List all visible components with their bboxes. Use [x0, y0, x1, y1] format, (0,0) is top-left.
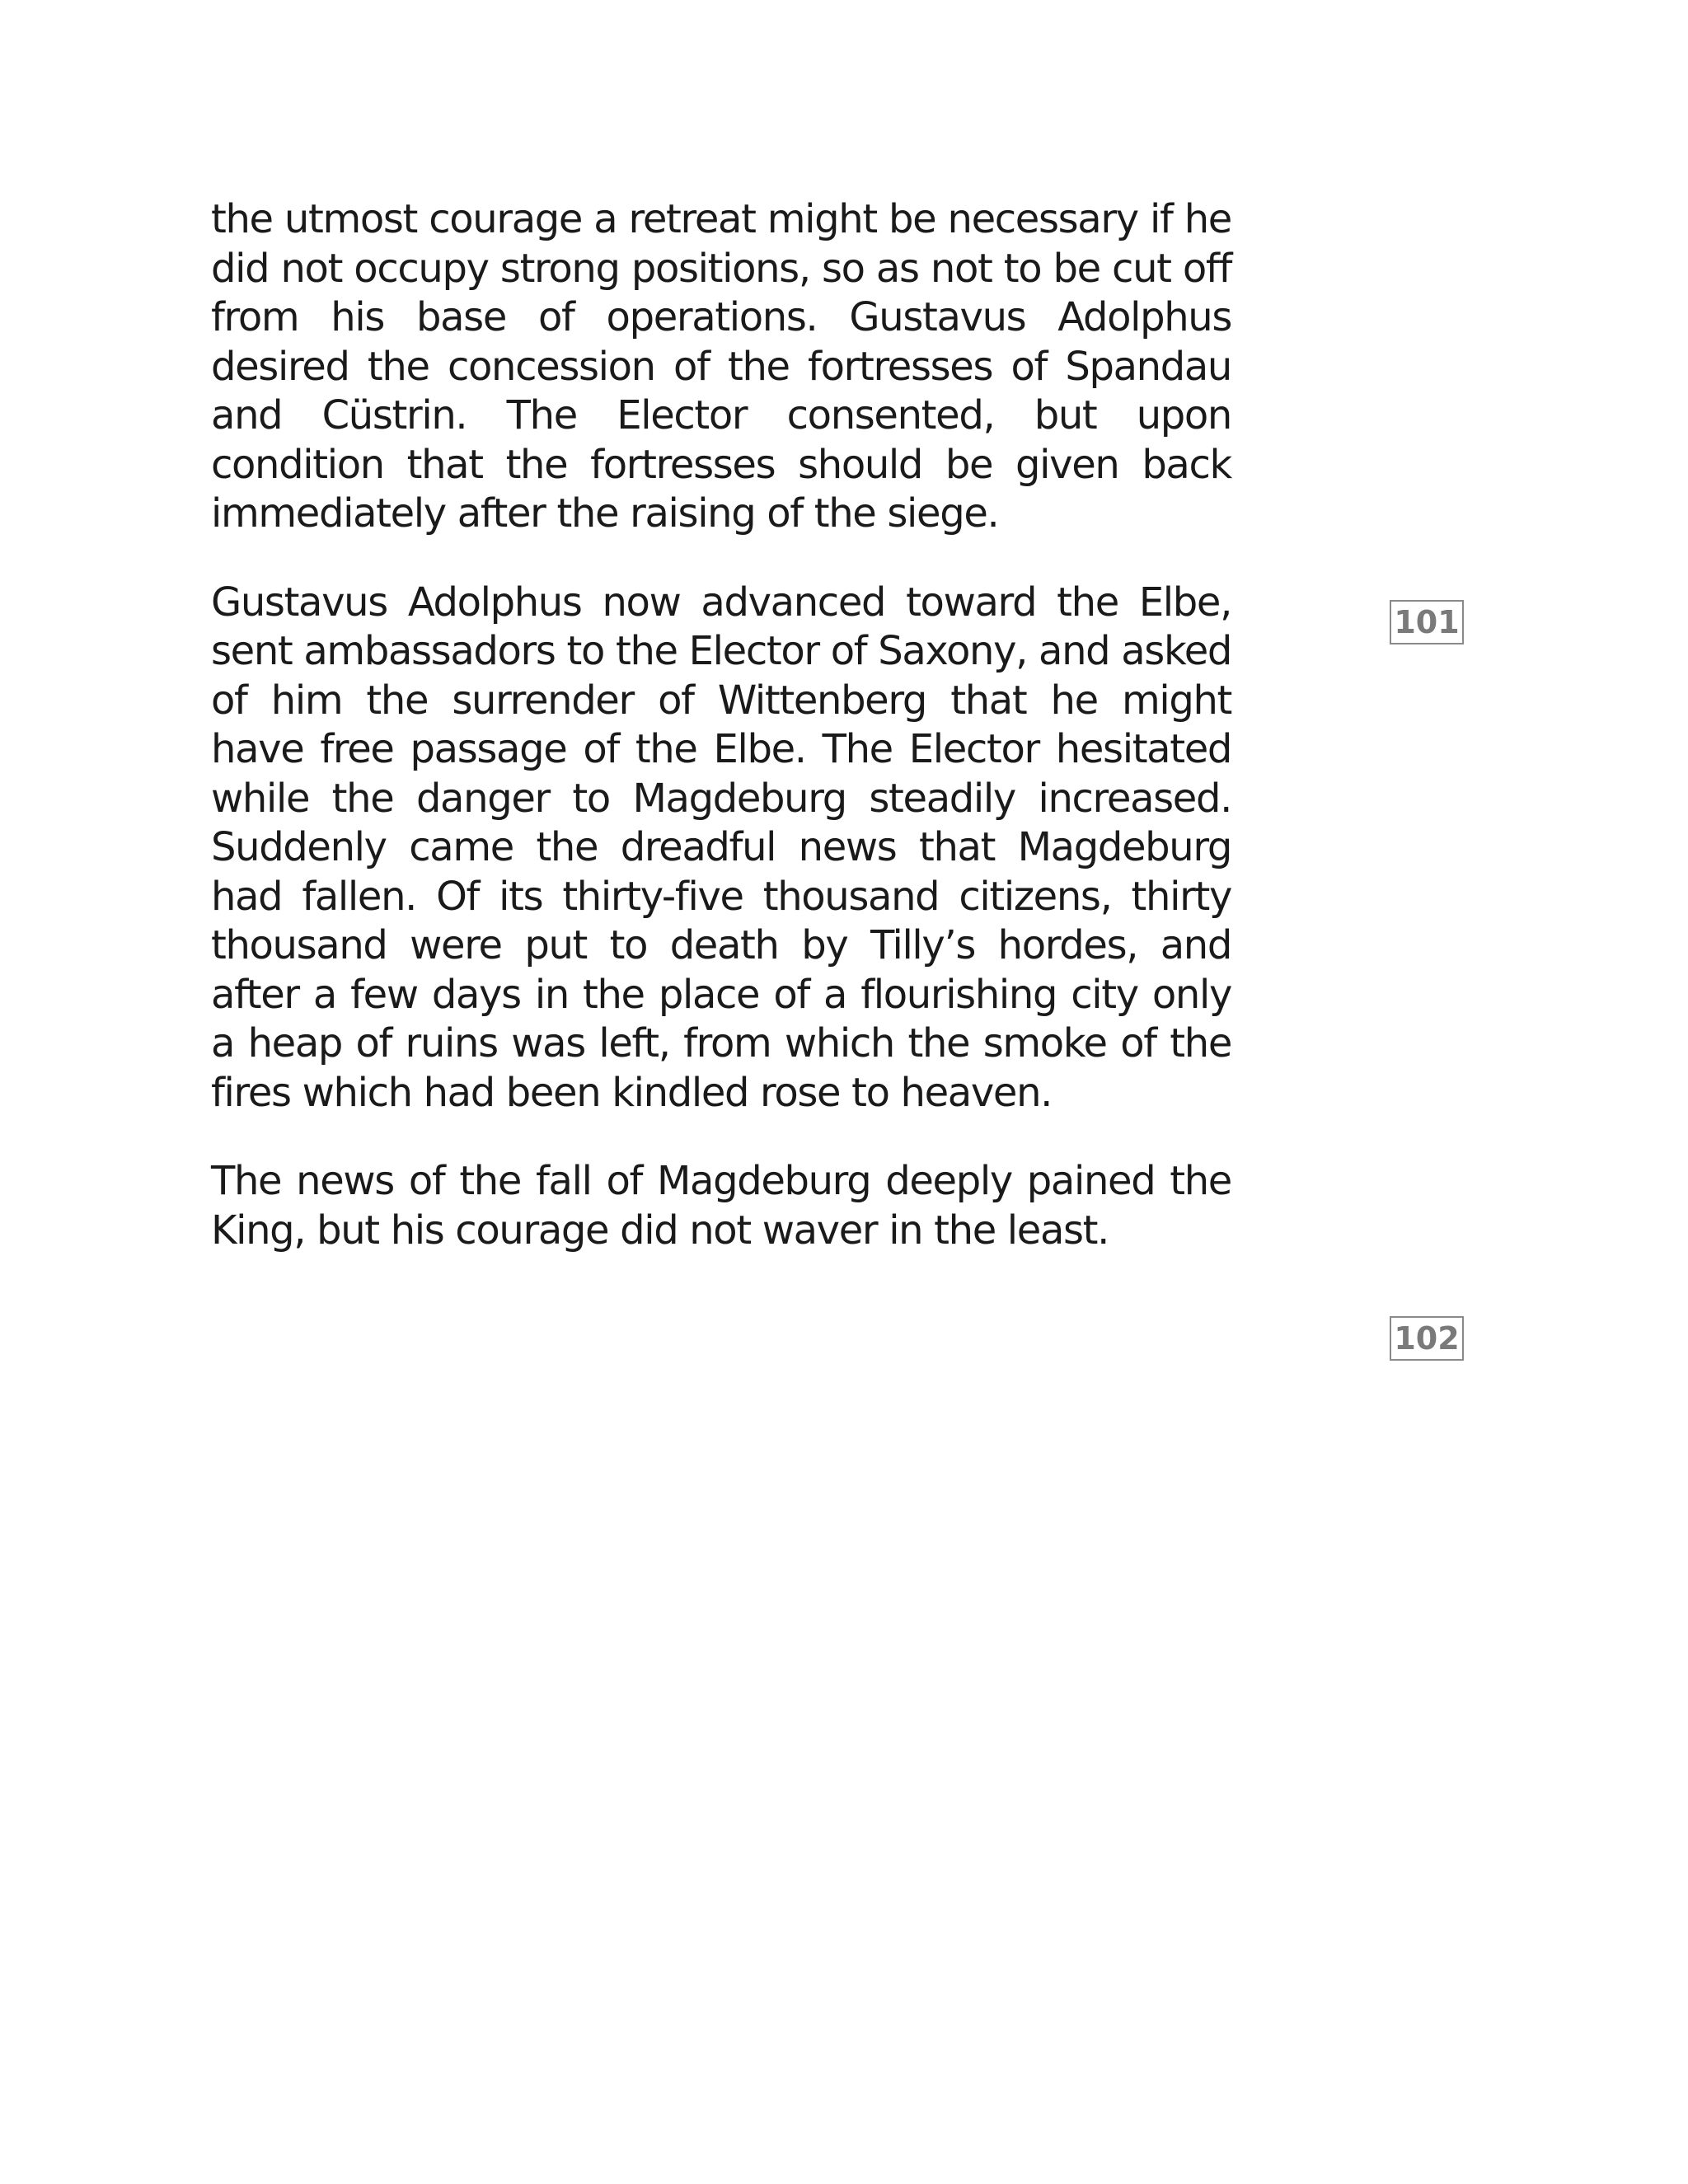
- page-number-marker-102: 102: [1390, 1316, 1464, 1361]
- page-number-marker-101: 101: [1390, 600, 1464, 644]
- paragraph-1: the utmost courage a retreat might be necessary if he did not occupy strong positions, so as not to be cut off from his base of operations. Gustavus Adolphus desired the concession of the fortresses of Spandau and Cüstrin. The Elector consented, but upon condition that the fortresses should be given back immediately after the raising of the siege.: [211, 196, 1231, 537]
- paragraph-2: Gustavus Adolphus now advanced toward the Elbe, sent ambassadors to the Elector of Saxony, and asked of him the surrender of Wittenberg that he might have free passage of the Elbe. The Elector hesitated while the danger to Magdeburg steadily increased. Suddenly came the dreadful news that Magdeburg had fallen. Of its thirty-five thousand citizens, thirty thousand were put to death by Tilly’s hordes, and after a few days in the place of a flourishing city only a heap of ruins was left, from which the smoke of the fires which had been kindled rose to heaven.: [211, 579, 1231, 1116]
- paragraph-3: The news of the fall of Magdeburg deeply pained the King, but his courage did not waver in the least.: [211, 1158, 1231, 1254]
- text-column: [211, 195, 1231, 1255]
